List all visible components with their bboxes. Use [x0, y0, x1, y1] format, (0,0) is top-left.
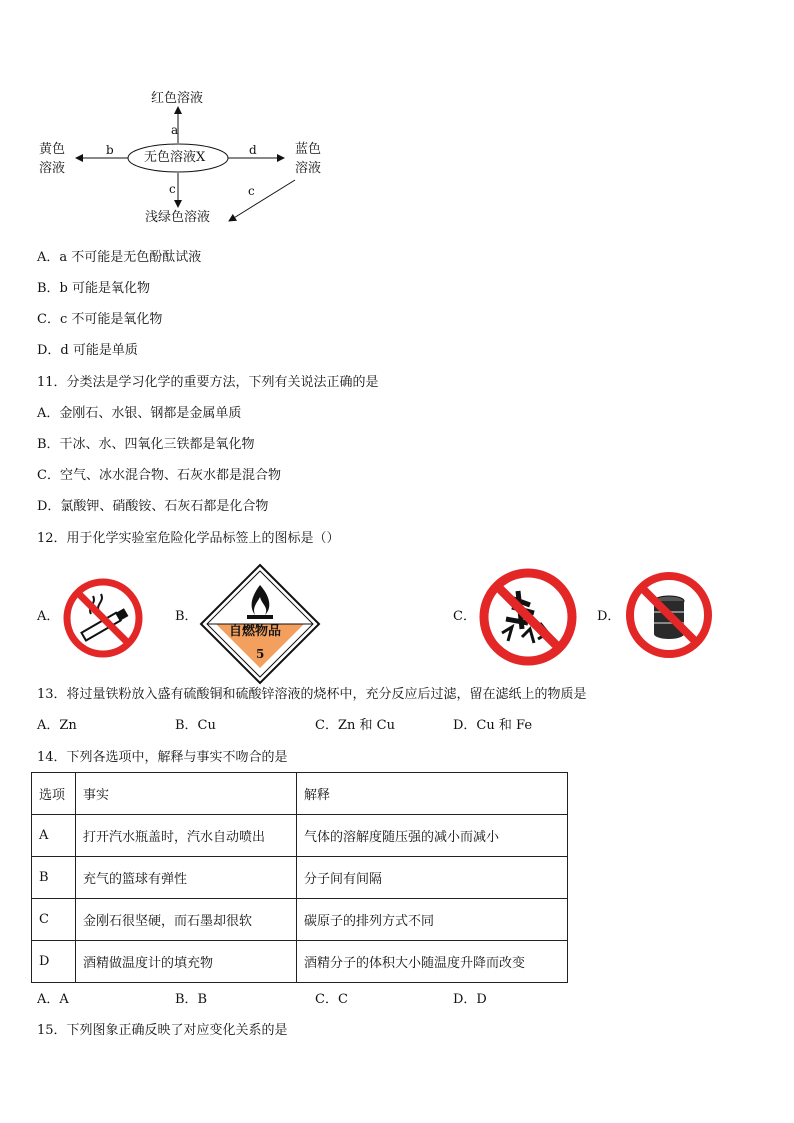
q14-option-b: B．B: [175, 992, 208, 1007]
table-header-cell: 事实: [76, 773, 297, 815]
table-header-cell: 解释: [297, 773, 568, 815]
q11-option-b: B．干冰、水、四氧化三铁都是氧化物: [37, 437, 255, 452]
no-littering-icon: [478, 567, 578, 667]
right-solution-label-2: 溶液: [295, 161, 322, 176]
edge-label-c-diagonal: c: [248, 184, 255, 198]
table-cell: B: [32, 857, 76, 899]
q12-label-d: D．: [597, 609, 621, 624]
table-cell: D: [32, 941, 76, 983]
table-cell: A: [32, 815, 76, 857]
q10-option-c: C．c 不可能是氧化物: [37, 312, 163, 327]
table-cell: 打开汽水瓶盖时，汽水自动喷出: [76, 815, 297, 857]
q11-option-a: A．金刚石、水银、钢都是金属单质: [37, 406, 242, 421]
q10-option-a: A．a 不可能是无色酚酞试液: [37, 250, 202, 265]
q11-option-c: C．空气、冰水混合物、石灰水都是混合物: [37, 468, 281, 483]
table-cell: 金刚石很坚硬，而石墨却很软: [76, 899, 297, 941]
right-solution-label-1: 蓝色: [295, 142, 322, 157]
edge-label-c-down: c: [169, 182, 176, 196]
hazard-sign-text: 自燃物品: [229, 624, 282, 639]
edge-label-d: d: [249, 143, 257, 157]
no-barrel-icon: [624, 570, 714, 660]
q14-option-c: C．C: [315, 992, 348, 1007]
q12-stem: 12．用于化学实验室危险化学品标签上的图标是（）: [37, 531, 340, 546]
q13-option-c: C．Zn 和 Cu: [315, 718, 395, 733]
q12-label-b: B．: [175, 609, 198, 624]
arrow-c-diagonal: [229, 180, 295, 221]
q14-table: [31, 772, 568, 983]
q13-stem: 13．将过量铁粉放入盛有硫酸铜和硫酸锌溶液的烧杯中，充分反应后过滤，留在滤纸上的物质是: [37, 687, 587, 702]
table-cell: 酒精分子的体积大小随温度升降而改变: [297, 941, 568, 983]
q14-stem: 14．下列各选项中，解释与事实不吻合的是: [37, 750, 288, 765]
table-cell: 碳原子的排列方式不同: [297, 899, 568, 941]
edge-label-b: b: [106, 143, 114, 157]
q11-stem: 11．分类法是学习化学的重要方法，下列有关说法正确的是: [37, 375, 379, 390]
top-solution-label: 红色溶液: [151, 91, 204, 106]
table-row: [32, 941, 568, 983]
q13-option-a: A．Zn: [37, 718, 77, 733]
table-cell: 分子间有间隔: [297, 857, 568, 899]
center-solution-label: 无色溶液X: [144, 150, 206, 165]
table-cell: 酒精做温度计的填充物: [76, 941, 297, 983]
edge-label-a: a: [171, 123, 179, 137]
q12-label-c: C．: [453, 609, 476, 624]
q13-option-b: B．Cu: [175, 718, 216, 733]
q13-option-d: D．Cu 和 Fe: [453, 718, 533, 733]
table-header-row: [32, 773, 568, 815]
bottom-solution-label: 浅绿色溶液: [145, 210, 211, 225]
table-cell: 充气的篮球有弹性: [76, 857, 297, 899]
table-header-cell: 选项: [32, 773, 76, 815]
q14-option-d: D．D: [453, 992, 487, 1007]
q10-option-b: B．b 可能是氧化物: [37, 281, 151, 296]
q10-option-d: D．d 可能是单质: [37, 343, 138, 358]
table-cell: C: [32, 899, 76, 941]
q12-label-a: A．: [37, 609, 60, 624]
table-row: [32, 899, 568, 941]
q11-option-d: D．氯酸钾、硝酸铵、石灰石都是化合物: [37, 499, 269, 514]
table-row: [32, 815, 568, 857]
left-solution-label-2: 溶液: [39, 161, 66, 176]
table-cell: 气体的溶解度随压强的减小而减小: [297, 815, 568, 857]
no-smoking-icon: [61, 576, 145, 660]
left-solution-label-1: 黄色: [39, 142, 66, 157]
hazard-sign-number: 5: [256, 647, 265, 661]
table-row: [32, 857, 568, 899]
q14-option-a: A．A: [37, 992, 69, 1007]
reaction-diagram: [0, 0, 794, 240]
q15-stem: 15．下列图象正确反映了对应变化关系的是: [37, 1023, 288, 1038]
